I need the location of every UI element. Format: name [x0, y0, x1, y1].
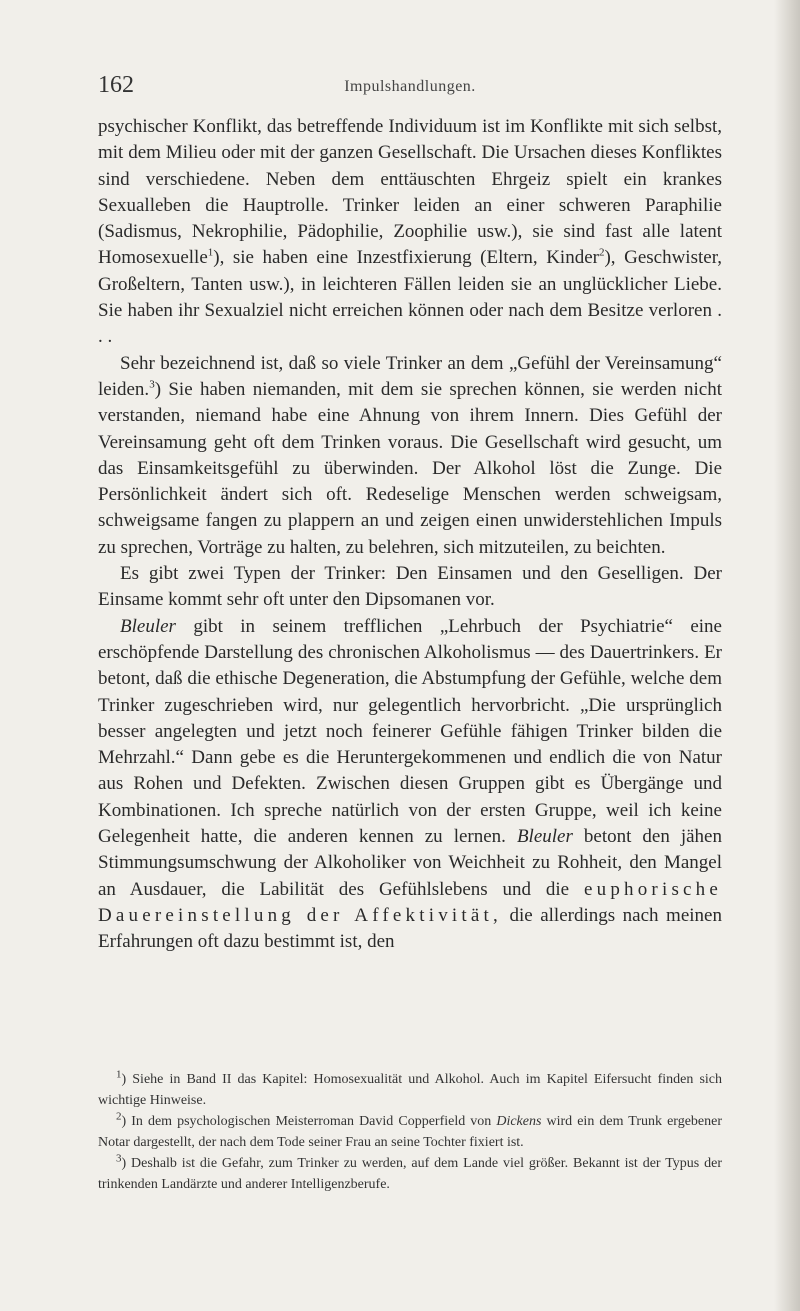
footnote-1: $^1$) Siehe in Band II das Kapitel: Homosexualität und Alkohol. Auch im Kapitel Eifersucht finden sich wichtige Hinweise. [98, 1068, 722, 1108]
footnote-ref-3: 3 [149, 378, 155, 391]
paragraph-3: Es gibt zwei Typen der Trinker: Den Einsamen und den Geselligen. Der Einsame kommt sehr oft unter den Dipsomanen vor. [98, 563, 722, 611]
page-edge-shadow [774, 0, 800, 1311]
running-head: Impulshandlungen. [344, 78, 476, 95]
author-name: Dickens [496, 1114, 542, 1129]
footnote-ref-1: 1 [207, 247, 214, 260]
footnote-ref-2: 2 [598, 247, 605, 260]
footnotes [98, 1069, 722, 1195]
paragraph-4: Bleuler gibt in seinem trefflichen „Lehrbuch der Psychiatrie“ eine erschöpfende Darstellung des chronischen Alkoholismus — des Dauertrinkers. Er betont, daß die ethische Degeneration, die Abstumpfung der Gefühle, welche dem Trinker zugeschrieben wird, nur gelegentlich hervorbricht. „Die ursprünglich besser angelegten und jetzt noch feinerer Gefühle fähigen Trinker bilden die Mehrzahl.“ Dann gebe es die Heruntergekommenen und endlich die von Natur aus Rohen und Defekten. Zwischen diesen Gruppen gibt es Übergänge und Kombinationen. Ich spreche natürlich von der ersten Gruppe, weil ich keine Gelegenheit hatte, die anderen kennen zu lernen. Bleuler betont den jähen Stimmungsumschwung der Alkoholiker von Weichheit zu Rohheit, den Mangel an Ausdauer, die Labilität des Gefühlslebens und die euphorische Dauereinstellung der Affektivität, die allerdings nach meinen Erfahrungen oft dazu bestimmt ist, den [98, 615, 722, 953]
emphasized-phrase: euphorische Dauereinstellung der Affektivität, [98, 878, 722, 926]
paragraph-1: psychischer Konflikt, das betreffende Individuum ist im Konflikte mit sich selbst, mit dem Milieu oder mit der ganzen Gesellschaft. Die Ursachen dieses Konfliktes sind verschiedene. Neben dem enttäuschten Ehrgeiz spielt ein krankes Sexualleben die Hauptrolle. Trinker leiden an einer schweren Paraphilie (Sadismus, Nekrophilie, Pädophilie, Zoophilie usw.), sie sind fast alle latent Homosexuelle$^1$), sie haben eine Inzestfixierung (Eltern, Kinder$^2$), Geschwister, Großeltern, Tanten usw.), in leichteren Fällen leiden sie an unglücklicher Liebe. Sie haben ihr Sexualziel nicht erreichen können oder nach dem Besitze verloren . . . [98, 116, 723, 348]
author-name: Bleuler [516, 826, 573, 848]
body-text [98, 114, 722, 956]
footnote-2: $^2$) In dem psychologischen Meisterroman David Copperfield von Dickens wird ein dem Trunk ergebener Notar dargestellt, der nach dem Tode seiner Frau an seine Tochter fixiert ist. [98, 1110, 723, 1150]
page-number: 162 [98, 72, 134, 98]
author-name: Bleuler [120, 615, 176, 637]
paragraph-2: Sehr bezeichnend ist, daß so viele Trinker an dem „Gefühl der Vereinsamung“ leiden.$^3$) Sie haben niemanden, mit dem sie sprechen können, sie werden nicht verstanden, niemand habe eine Ahnung von ihrem Innern. Dies Gefühl der Vereinsamung geht oft dem Trinken voraus. Die Gesellschaft wird gesucht, um das Einsamkeitsgefühl zu überwinden. Der Alkohol löst die Zunge. Die Persönlichkeit ändert sich oft. Redeselige Menschen werden schweigsam, schweigsame fangen zu plappern an und zeigen einen unwiderstehlichen Impuls zu sprechen, Vorträge zu halten, zu belehren, sich mitzuteilen, zu beichten. [98, 352, 722, 558]
page-header [98, 72, 722, 104]
footnote-3: $^3$) Deshalb ist die Gefahr, zum Trinker zu werden, auf dem Lande viel größer. Bekannt ist der Typus der trinkenden Landärzte und anderer Intelligenzberufe. [98, 1152, 722, 1192]
